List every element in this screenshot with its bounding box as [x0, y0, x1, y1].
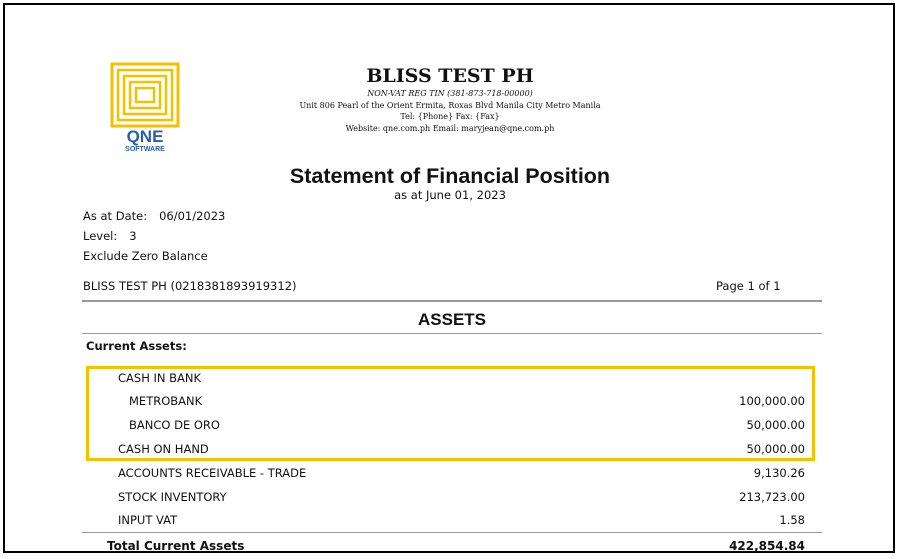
- row-amount: 213,723.00: [739, 490, 805, 504]
- report-subtitle: as at June 01, 2023: [394, 188, 506, 202]
- row-label: STOCK INVENTORY: [118, 490, 227, 504]
- company-header: [250, 64, 650, 134]
- param-exclude: Exclude Zero Balance: [83, 249, 208, 263]
- page-number: Page 1 of 1: [716, 279, 781, 293]
- total-row: [82, 537, 822, 555]
- report-title: Statement of Financial Position: [289, 164, 611, 188]
- company-address: Unit 806 Pearl of the Orient Ermita, Roxas Blvd Manila City Metro Manila: [299, 100, 601, 110]
- company-web: Website: qne.com.ph Email: maryjean@qne.com.ph: [345, 123, 555, 133]
- qne-logo: [110, 62, 180, 154]
- row-amount: 9,130.26: [753, 466, 805, 480]
- row-label: CASH ON HAND: [118, 442, 209, 456]
- logo-subtext: SOFTWARE: [125, 146, 165, 153]
- param-date-value: 06/01/2023: [159, 209, 226, 223]
- param-level: [83, 228, 137, 244]
- table-row: [82, 488, 822, 506]
- total-amount: 422,854.84: [729, 539, 805, 553]
- company-contact: Tel: {Phone} Fax: {Fax}: [400, 112, 500, 121]
- row-label: BANCO DE ORO: [129, 418, 220, 432]
- row-label: METROBANK: [129, 394, 203, 408]
- row-label: ACCOUNTS RECEIVABLE - TRADE: [118, 466, 307, 480]
- row-label: CASH IN BANK: [118, 371, 202, 385]
- company-tin: NON-VAT REG TIN (381-873-718-00000): [367, 89, 533, 98]
- divider: [82, 300, 822, 302]
- row-label: INPUT VAT: [118, 513, 178, 527]
- param-level-value: 3: [129, 229, 137, 243]
- row-amount: 50,000.00: [746, 442, 805, 456]
- highlight-box: [86, 366, 815, 461]
- row-amount: 50,000.00: [746, 418, 805, 432]
- param-date: [83, 208, 225, 224]
- total-label: Total Current Assets: [107, 539, 245, 553]
- table-row: [82, 511, 822, 529]
- row-amount: 100,000.00: [739, 394, 805, 408]
- param-level-label: Level:: [83, 229, 118, 243]
- section-title: ASSETS: [417, 310, 487, 329]
- param-date-label: As at Date:: [83, 209, 148, 223]
- divider: [82, 333, 822, 334]
- logo-text: QNE: [126, 127, 164, 146]
- divider: [82, 532, 822, 533]
- row-amount: 1.58: [779, 513, 805, 527]
- company-name: BLISS TEST PH: [366, 65, 534, 87]
- group-title: Current Assets:: [86, 339, 187, 353]
- company-id: BLISS TEST PH (0218381893919312): [83, 279, 297, 293]
- table-row: [82, 464, 822, 482]
